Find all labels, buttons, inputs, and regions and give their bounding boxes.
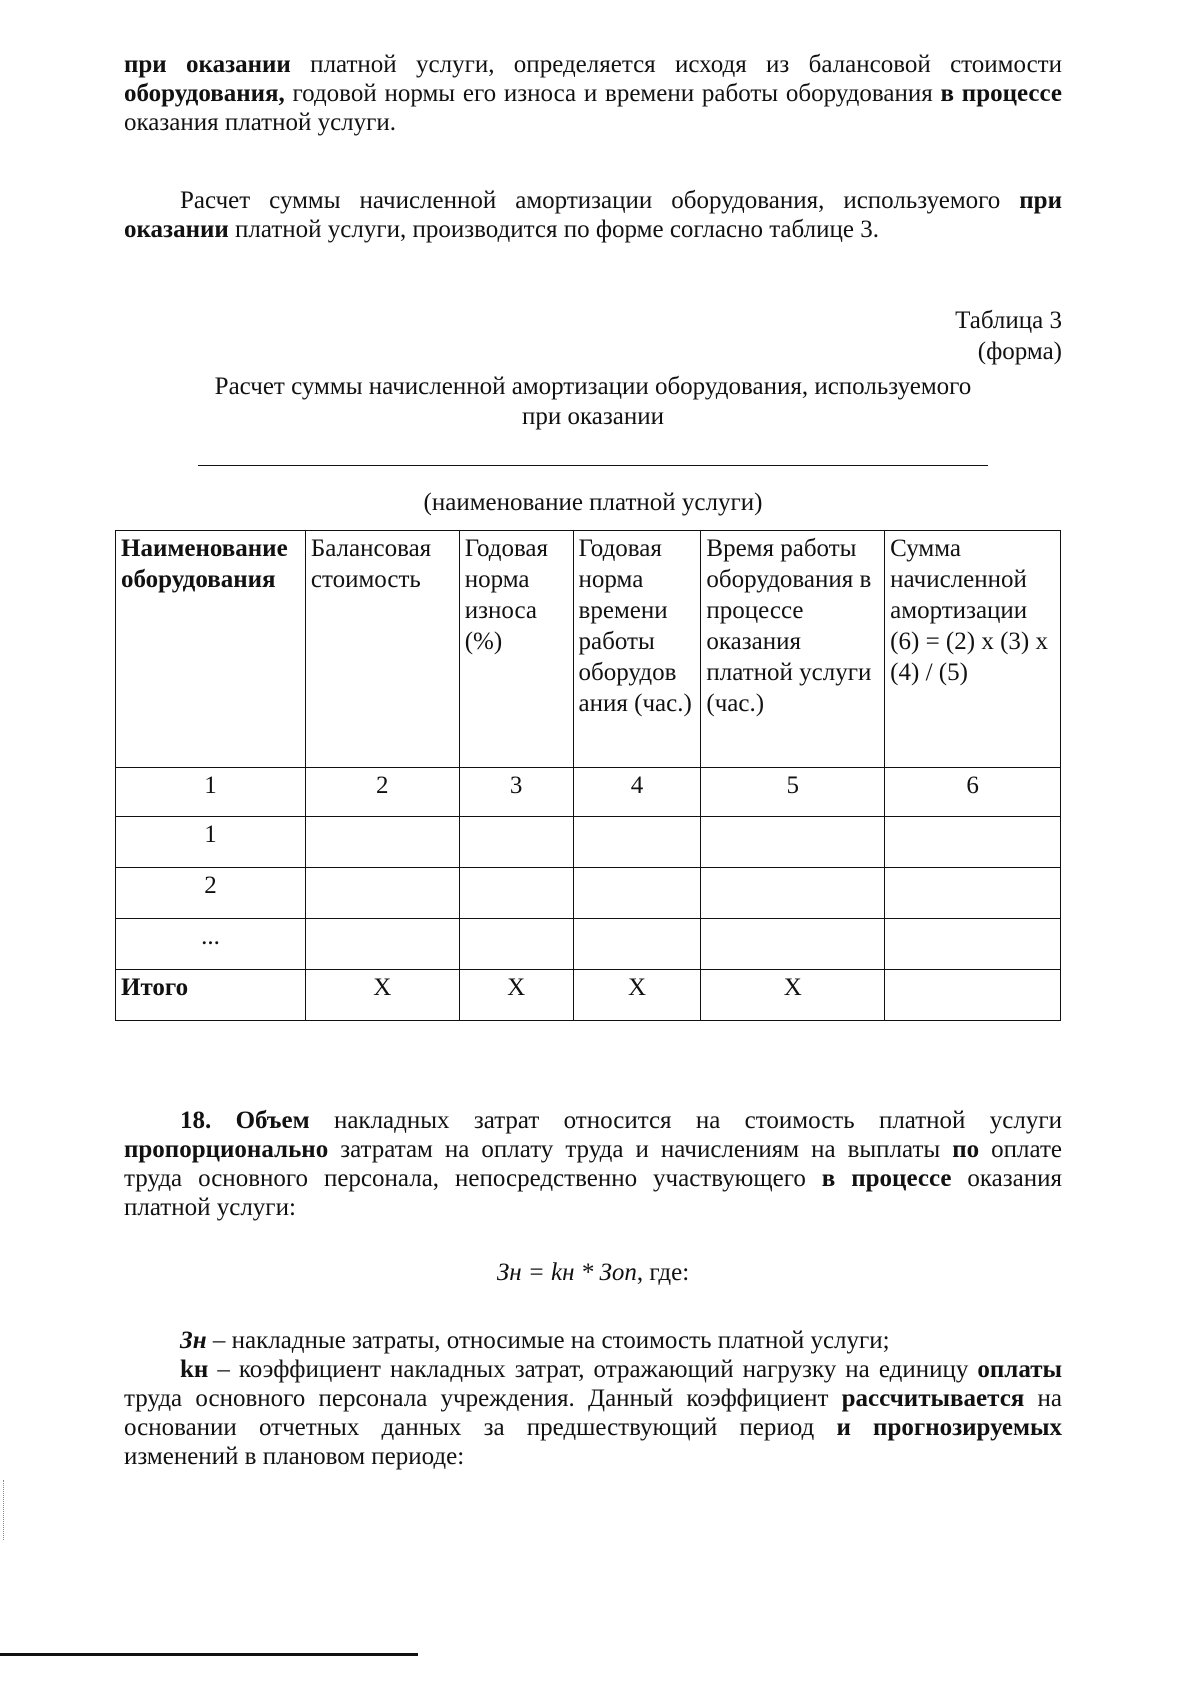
column-number: 5: [701, 768, 885, 817]
intro-text-2: годовой нормы его износа и времени работы оборудования: [284, 80, 933, 107]
header-equipment-name: Наименование оборудования: [116, 531, 306, 768]
column-number-row: [116, 768, 1061, 817]
para2-start: Расчет суммы начисленной амортизации оборудования, используемого: [180, 187, 1001, 214]
table-row: [116, 817, 1061, 868]
table-cell: [573, 868, 701, 919]
total-row: [116, 970, 1061, 1021]
para18-text-3: оплате труда основного персонала, непосредственно участвующего: [124, 1136, 1063, 1192]
total-cell: Х: [305, 970, 459, 1021]
table-cell: [885, 868, 1061, 919]
kn-text-2: труда основного персонала учреждения. Данный коэффициент: [124, 1385, 829, 1412]
table-title: [124, 372, 1062, 432]
para18-bold-4: в процессе: [821, 1165, 952, 1192]
table-cell: [305, 919, 459, 970]
table-cell: [885, 817, 1061, 868]
zn-definition: – накладные затраты, относимые на стоимость платной услуги;: [206, 1327, 890, 1354]
header-book-value: Балансовая стоимость: [305, 531, 459, 768]
kn-definition: – коэффициент накладных затрат, отражающий нагрузку на единицу: [208, 1356, 969, 1383]
table-cell: [573, 817, 701, 868]
table-cell: [305, 817, 459, 868]
para18-bold-3: по: [952, 1136, 980, 1163]
table-title-line1: Расчет суммы начисленной амортизации оборудования, используемого: [214, 373, 972, 400]
para18-bold: 18. Объем: [180, 1107, 310, 1134]
calc-form-paragraph: [124, 186, 1062, 244]
intro-bold-2: оборудования,: [124, 80, 285, 107]
para18-bold-2: пропорционально: [124, 1136, 329, 1163]
row-index: ...: [116, 919, 306, 970]
para18-text-2: затратам на оплату труда и начислениям на выплаты: [328, 1136, 941, 1163]
service-name-caption: (наименование платной услуги): [423, 489, 763, 516]
footer-rule: [0, 1653, 418, 1656]
intro-bold-1: при оказании: [124, 51, 291, 78]
header-amortization-sum: Сумма начисленной амортизации (6) = (2) х (3) х (4) / (5): [885, 531, 1061, 768]
table-cell: [701, 817, 885, 868]
definition-zn: [124, 1326, 1062, 1355]
header-annual-work-time: Годовая норма времени работы оборудов ания (час.): [573, 531, 701, 768]
para18-text-4: оказания платной услуги:: [124, 1165, 1063, 1221]
zn-symbol: Зн: [180, 1327, 207, 1354]
table-row: [116, 919, 1061, 970]
table-cell: [305, 868, 459, 919]
column-number: 6: [885, 768, 1061, 817]
row-index: 1: [116, 817, 306, 868]
header-service-work-time: Время работы оборудования в процессе оказания платной услуги (час.): [701, 531, 885, 768]
formula-expression: Зн = kн * Зоп: [496, 1259, 637, 1286]
table-row: [116, 868, 1061, 919]
column-number: 1: [116, 768, 306, 817]
intro-bold-3: в процессе: [940, 80, 1062, 107]
table-cell: [885, 919, 1061, 970]
scan-margin-mark: [3, 1480, 5, 1540]
table-cell: [701, 868, 885, 919]
table-note: [955, 305, 1062, 367]
total-label: Итого: [116, 970, 306, 1021]
total-cell: Х: [459, 970, 573, 1021]
definition-kn: [124, 1355, 1062, 1471]
table-cell: [701, 919, 885, 970]
intro-paragraph: [124, 50, 1062, 137]
para2-rest: платной услуги, производится по форме согласно таблице 3.: [228, 216, 879, 243]
total-cell: Х: [573, 970, 701, 1021]
table-title-line2: при оказании: [522, 403, 664, 430]
para18-text: накладных затрат относится на стоимость платной услуги: [309, 1107, 1062, 1134]
table-cell: [459, 817, 573, 868]
kn-text-3: на основании отчетных данных за предшествующий период: [124, 1385, 1063, 1441]
intro-text-1: платной услуги, определяется исходя из балансовой стоимости: [290, 51, 1062, 78]
service-name-blank-line: [198, 465, 988, 466]
table-cell: [459, 868, 573, 919]
table-number-label: Таблица 3: [955, 307, 1062, 334]
para2-bold: при оказании: [124, 187, 1062, 243]
kn-symbol: kн: [180, 1356, 209, 1383]
overhead-formula: [124, 1258, 1062, 1288]
overhead-paragraph: [124, 1106, 1062, 1222]
table-form-label: (форма): [977, 338, 1062, 365]
column-number: 3: [459, 768, 573, 817]
header-annual-wear-rate: Годовая норма износа (%): [459, 531, 573, 768]
formula-suffix: , где:: [636, 1259, 690, 1286]
amortization-table: [115, 530, 1061, 1021]
column-number: 4: [573, 768, 701, 817]
row-index: 2: [116, 868, 306, 919]
table-cell: [573, 919, 701, 970]
column-number: 2: [305, 768, 459, 817]
kn-bold-2: оплаты: [977, 1356, 1062, 1383]
table-cell: [459, 919, 573, 970]
table-header-row: [116, 531, 1061, 768]
kn-bold-3: рассчитывается: [841, 1385, 1025, 1412]
total-cell: Х: [701, 970, 885, 1021]
kn-text-4: изменений в плановом периоде:: [124, 1443, 465, 1470]
total-cell: [885, 970, 1061, 1021]
intro-text-3: оказания платной услуги.: [124, 109, 397, 136]
kn-bold-4: и прогнозируемых: [836, 1414, 1063, 1441]
